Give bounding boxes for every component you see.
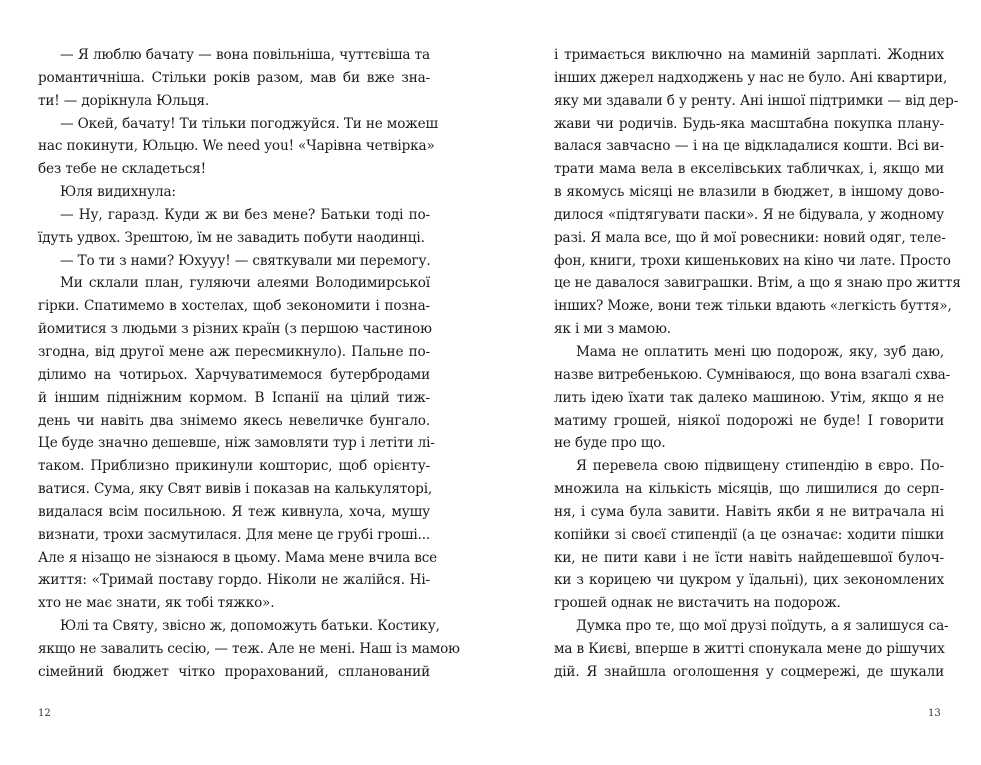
text-line: таком. Приблизно прикинули кошторис, щоб орієнту-: [38, 458, 430, 475]
text-line: Це буде значно дешевше, ніж замовляти тур і летіти лі-: [38, 435, 435, 452]
text-line: життя: «Тримай поставу гордо. Ніколи не жалійся. Ні-: [38, 572, 430, 589]
text-line: інших джерел надходжень у нас не було. Ані квартири,: [554, 69, 948, 86]
text-line: Юля видихнула:: [60, 184, 176, 201]
text-line: ділимо на чотирьох. Харчуватимемося бутербродами: [38, 366, 430, 383]
text-line: разі. Я мала все, що й мої ровесники: новий одяг, теле-: [554, 229, 946, 246]
text-line: лить ідею їхати так далеко машиною. Утім, якщо я не: [554, 389, 944, 406]
text-line: яку ми здавали б у ренту. Ані іншої підтримки — від дер-: [554, 92, 959, 109]
text-line: видалася всім посильною. Я теж кивнула, хоча, мушу: [38, 503, 430, 520]
text-line: ма в Києві, вперше в житті спонукала мене до рішучих: [554, 640, 945, 657]
text-line: Юлі та Святу, звісно ж, допоможуть батьки. Костику,: [60, 618, 440, 635]
text-line: не буде про що.: [554, 435, 666, 452]
text-line: як і ми з мамою.: [554, 321, 671, 338]
text-line: нас покинути, Юльцю. We need you! «Чарівна четвірка»: [38, 138, 435, 155]
text-line: згодна, від другої мене аж пересмикнуло). Пальне по-: [38, 343, 430, 360]
text-line: множила на кількість місяців, що лишилися до серп-: [554, 481, 944, 498]
text-line: Думка про те, що мої друзі поїдуть, а я залишуся са-: [576, 618, 949, 635]
text-line: — Ну, гаразд. Куди ж ви без мене? Батьки тоді по-: [60, 206, 430, 223]
text-line: в якомусь місяці не влазили в бюджет, в іншому дово-: [554, 184, 944, 201]
text-line: дилося «підтягувати паски». Я не бідувала, у жодному: [554, 206, 944, 223]
text-line: і тримається виключно на маминій зарплаті. Жодних: [554, 47, 944, 63]
text-line: матиму грошей, ніякої подорожі не буде! І говорити: [554, 412, 944, 429]
text-line: без тебе не складеться!: [38, 161, 206, 178]
text-line: ки з корицею чи цукром у їдальні), цих зекономлених: [554, 572, 944, 589]
page-number-right: 13: [928, 708, 941, 719]
text-line: копійки зі своєї стипендії (а це означає: ходити пішки: [554, 526, 944, 543]
text-line: — То ти з нами? Юхууу! — святкували ми перемогу.: [60, 252, 431, 269]
text-line: сімейний бюджет чітко прорахований, спланований: [38, 663, 430, 680]
text-line: жави чи родичів. Будь-яка масштабна покупка плану-: [554, 115, 944, 132]
text-line: ки, не пити кави і не їсти навіть найдешевшої булоч-: [554, 549, 944, 566]
text-line: гірки. Спатимемо в хостелах, щоб зекономити і позна-: [38, 298, 430, 315]
text-line: й іншим підніжним кормом. В Іспанії на цілий тиж-: [38, 389, 430, 406]
page-number-left: 12: [38, 708, 51, 719]
text-line: інших? Може, вони теж тільки вдають «легкість буття»,: [554, 298, 952, 315]
text-line: ти! — дорікнула Юльця.: [38, 92, 210, 109]
left-page: [38, 44, 460, 684]
text-line: йомитися з людьми з різних країн (з першою частиною: [38, 321, 432, 338]
text-line: Ми склали план, гуляючи алеями Володимирської: [60, 275, 430, 292]
text-line: валася завчасно — і на це відкладалися кошти. Всі ви-: [554, 138, 944, 155]
text-line: дій. Я знайшла оголошення у соцмережі, де шукали: [554, 663, 944, 680]
text-line: визнати, трохи засмутилася. Для мене це грубі гроші...: [38, 526, 431, 543]
text-line: ня, і сума була завити. Навіть якби я не витрачала ні: [554, 503, 944, 520]
text-line: день чи навіть два знімемо якесь невеличке бунгало.: [38, 412, 430, 429]
text-line: хто не має знати, як тобі тяжко».: [38, 595, 275, 612]
right-page: [554, 44, 961, 684]
text-line: Але я нізащо не зізнаюся в цьому. Мама мене вчила все: [38, 549, 438, 566]
text-line: романтичніша. Стільки років разом, мав би вже зна-: [38, 69, 430, 86]
text-line: — Окей, бачату! Ти тільки погоджуйся. Ти не можеш: [60, 115, 439, 132]
text-line: фон, книги, трохи кишенькових на кіно чи лате. Просто: [554, 252, 951, 269]
text-line: Я перевела свою підвищену стипендію в євро. По-: [576, 458, 944, 475]
text-line: їдуть удвох. Зрештою, їм не завадить побути наодинці.: [38, 229, 425, 246]
text-line: Мама не оплатить мені цю подорож, яку, зуб даю,: [576, 343, 944, 360]
text-line: назве витребенькою. Сумніваюся, що вона взагалі схва-: [554, 366, 951, 383]
text-line: трати мама вела в екселівських табличках, і, якщо ми: [554, 161, 944, 178]
text-line: — Я люблю бачату — вона повільніша, чуттєвіша та: [60, 47, 430, 63]
text-line: якщо не завалить сесію, — теж. Але не мені. Наш із мамою: [38, 640, 460, 657]
text-line: це не давалося завиграшки. Втім, а що я знаю про життя: [554, 275, 961, 292]
text-line: грошей однак не вистачить на подорож.: [554, 595, 841, 612]
text-line: ватися. Сума, яку Свят вивів і показав на калькуляторі,: [38, 481, 433, 498]
